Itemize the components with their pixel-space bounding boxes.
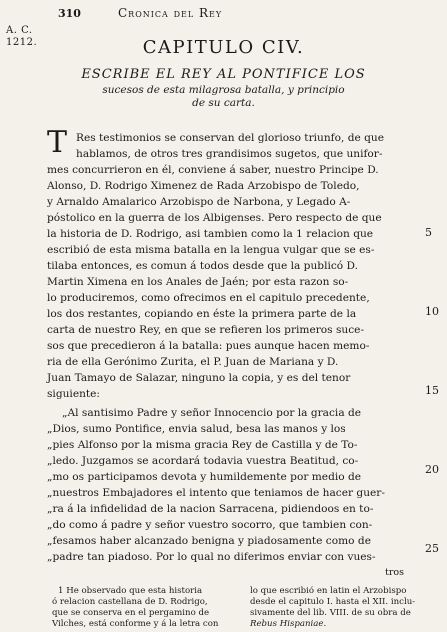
text-line: „mo os participamos devota y humildemente por medio de (47, 471, 362, 483)
text-line: „ra á la infidelidad de la nacion Sarracena, pidiendoos en to- (47, 503, 374, 515)
text-line: hablamos, de otros tres grandisimos sugetos, que unifor- (76, 148, 383, 160)
text-line: carta de nuestro Rey, en que se refieren los primeros suce- (47, 324, 365, 336)
text-line: y Arnaldo Amalarico Arzobispo de Narbona, y Legado A- (47, 196, 351, 208)
text-line: „Al santisimo Padre y señor Innocencio por la gracia de (62, 407, 362, 419)
text-line: sos que precedieron á la batalla: pues aunque hacen memo- (47, 340, 370, 352)
line-number: 10 (425, 305, 439, 318)
text-line: „Dios, sumo Pontifice, envia salud, besa las manos y los (47, 423, 346, 435)
line-number: 20 (425, 463, 439, 476)
catchword: tros (385, 567, 404, 578)
year-label: 1212. (6, 37, 38, 48)
line-number: 5 (425, 226, 432, 239)
text-line: „fesamos haber alcanzado benigna y piadosamente como de (47, 535, 371, 547)
text-line: lo produciremos, como ofrecimos en el capitulo precedente, (47, 292, 370, 304)
text-line: Juan Tamayo de Salazar, ninguno la copia, y es del tenor (47, 372, 351, 384)
footnote-right-line: sivamente del lib. VIII. de su obra de (250, 608, 411, 618)
footnote-left-line: ó relacion castellana de D. Rodrigo, (52, 597, 208, 607)
text-line: tilaba entonces, es comun á todos desde que la publicó D. (47, 260, 359, 272)
drop-cap: T (47, 125, 68, 160)
footnote-right-line: Rebus Hispaniae. (250, 619, 327, 629)
text-line: siguiente: (47, 388, 101, 400)
footnote-left-line: Vilches, está conforme y á la letra con (52, 619, 219, 629)
text-line: „nuestros Embajadores el intento que teniamos de hacer guer- (47, 487, 385, 499)
chapter-title: CAPITULO CIV. (142, 37, 305, 58)
text-line: Martin Ximena en los Anales de Jaén; por esta razon so- (47, 276, 349, 288)
text-line: „do como á padre y señor vuestro socorro, que tambien con- (47, 519, 373, 531)
footnote-right-line: desde el capitulo I. hasta el XII. inclu- (250, 597, 416, 607)
ac-label: A. C. (6, 25, 33, 36)
text-line: Res testimonios se conservan del glorioso triunfo, de que (76, 132, 384, 144)
text-line: la historia de D. Rodrigo, asi tambien como la 1 relacion que (47, 228, 374, 240)
text-line: Alonso, D. Rodrigo Ximenez de Rada Arzobispo de Toledo, (47, 180, 360, 192)
chapter-summary-line-1: ESCRIBE EL REY AL PONTIFICE LOS (81, 67, 366, 82)
running-title: Cronica del Rey (118, 6, 223, 20)
footnote-left-line: 1 He observado que esta historia (58, 586, 203, 596)
text-line: póstolico en la guerra de los Albigenses. Pero respecto de que (47, 212, 382, 224)
line-number: 25 (425, 542, 439, 555)
page-number: 310 (58, 7, 81, 20)
line-number: 15 (425, 384, 439, 397)
chapter-summary-line-3: de su carta. (192, 97, 255, 109)
text-line: „ledo. Juzgamos se acordará todavia vuestra Beatitud, co- (47, 455, 359, 467)
footnote-left-line: que se conserva en el pergamino de (52, 608, 210, 618)
text-line: „pies Alfonso por la misma gracia Rey de Castilla y de To- (47, 439, 358, 451)
text-line: escribió de esta misma batalla en la lengua vulgar que se es- (47, 244, 375, 256)
chapter-summary-line-2: sucesos de esta milagrosa batalla, y principio (102, 84, 345, 96)
text-line: los dos restantes, copiando en éste la primera parte de la (47, 308, 357, 320)
text-line: „padre tan piadoso. Por lo qual no diferimos enviar con vues- (47, 551, 376, 563)
footnote-right-line: lo que escribió en latin el Arzobispo (250, 586, 407, 596)
text-line: ria de ella Gerónimo Zurita, el P. Juan de Mariana y D. (47, 356, 339, 368)
text-line: mes concurrieron en él, conviene á saber, nuestro Principe D. (47, 164, 379, 176)
